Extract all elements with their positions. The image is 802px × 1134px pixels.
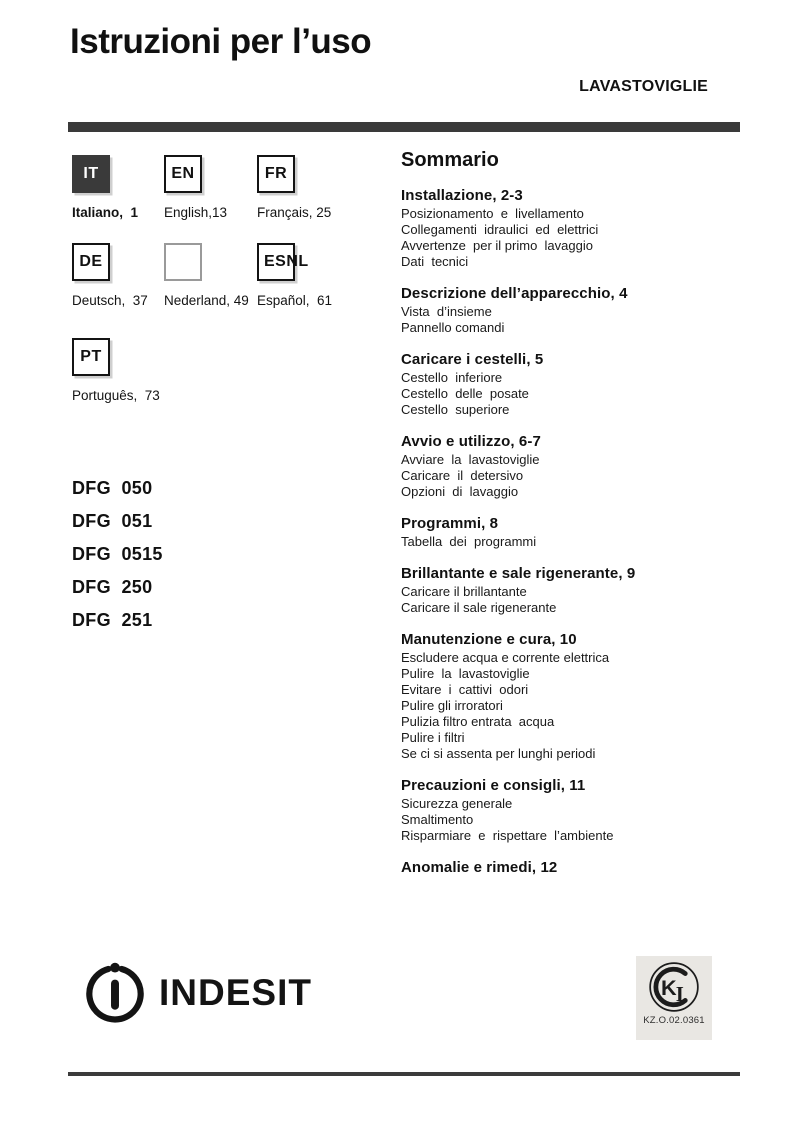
toc-item: Evitare i cattivi odori (401, 682, 529, 697)
toc-section (401, 284, 751, 336)
language-label: Español, 61 (257, 293, 333, 308)
indesit-circle-i-icon (84, 960, 146, 1024)
toc-sections (401, 186, 751, 877)
language-label: English,13 (164, 205, 228, 220)
language-EN (164, 155, 254, 220)
language-box-blank (164, 243, 202, 281)
toc-item: Collegamenti idraulici ed elettrici (401, 222, 599, 237)
toc-section (401, 858, 751, 877)
svg-text:I: I (675, 982, 684, 1006)
toc-section (401, 630, 751, 762)
toc-item: Pulizia filtro entrata acqua (401, 714, 555, 729)
appliance-type-label: LAVASTOVIGLIE (579, 78, 708, 95)
kz-cert-circle-icon (648, 961, 700, 1013)
toc-section-heading: Caricare i cestelli, 5 (401, 351, 544, 368)
toc-item: Sicurezza generale (401, 796, 513, 811)
toc-section-heading: Programmi, 8 (401, 515, 499, 532)
model-number: DFG 250 (72, 577, 153, 597)
toc-item: Smaltimento (401, 812, 474, 827)
cert-code: KZ.O.02.0361 (643, 1015, 705, 1026)
toc-item: Opzioni di lavaggio (401, 484, 519, 499)
table-of-contents (401, 148, 751, 891)
language-label: Português, 73 (72, 388, 160, 403)
language-label: Français, 25 (257, 205, 332, 220)
toc-section-heading: Installazione, 2-3 (401, 187, 523, 204)
toc-title: Sommario (401, 149, 499, 171)
toc-item: Pulire la lavastoviglie (401, 666, 530, 681)
toc-item: Caricare il detersivo (401, 468, 524, 483)
toc-section-heading: Brillantante e sale rigenerante, 9 (401, 565, 636, 582)
language-PT (72, 338, 162, 403)
page-title: Istruzioni per l’uso (70, 22, 372, 61)
language-DE (72, 243, 162, 308)
toc-section-heading: Manutenzione e cura, 10 (401, 631, 577, 648)
bottom-rule (68, 1072, 740, 1076)
language-label: Deutsch, 37 (72, 293, 148, 308)
language-box-DE: DE (72, 243, 110, 281)
toc-item: Posizionamento e livellamento (401, 206, 584, 221)
language-label: Nederland, 49 (164, 293, 249, 308)
toc-section (401, 564, 751, 616)
brand-wordmark: INDESIT (159, 972, 312, 1013)
model-number: DFG 050 (72, 478, 153, 498)
toc-item: Escludere acqua e corrente elettrica (401, 650, 610, 665)
toc-item: Pulire gli irroratori (401, 698, 503, 713)
brand-logo (84, 960, 312, 1024)
toc-item: Dati tecnici (401, 254, 469, 269)
svg-text:K: K (661, 974, 677, 1000)
toc-section (401, 514, 751, 550)
language-box-EN: EN (164, 155, 202, 193)
language-ESNL (257, 243, 347, 308)
toc-item: Risparmiare e rispettare l’ambiente (401, 828, 614, 843)
language-FR (257, 155, 347, 220)
toc-item: Avviare la lavastoviglie (401, 452, 540, 467)
language-box-ESNL: ESNL (257, 243, 295, 281)
toc-item: Cestello delle posate (401, 386, 529, 401)
toc-item: Pulire i filtri (401, 730, 465, 745)
certification-mark (636, 956, 712, 1040)
language-selector-grid (72, 155, 402, 415)
top-rule (68, 122, 740, 132)
toc-item: Caricare il brillantante (401, 584, 527, 599)
toc-item: Avvertenze per il primo lavaggio (401, 238, 593, 253)
model-number-list (72, 478, 163, 643)
language-IT (72, 155, 162, 220)
toc-section-heading: Descrizione dell’apparecchio, 4 (401, 285, 628, 302)
language-box-FR: FR (257, 155, 295, 193)
model-number: DFG 051 (72, 511, 153, 531)
toc-item: Se ci si assenta per lunghi periodi (401, 746, 596, 761)
toc-section (401, 776, 751, 844)
model-number: DFG 251 (72, 610, 153, 630)
toc-section-heading: Avvio e utilizzo, 6-7 (401, 433, 541, 450)
toc-section-heading: Precauzioni e consigli, 11 (401, 777, 586, 794)
toc-item: Cestello superiore (401, 402, 510, 417)
model-number: DFG 0515 (72, 544, 163, 564)
toc-item: Vista d’insieme (401, 304, 492, 319)
toc-section-heading: Anomalie e rimedi, 12 (401, 859, 558, 876)
language-box-PT: PT (72, 338, 110, 376)
toc-item: Cestello inferiore (401, 370, 503, 385)
toc-item: Tabella dei programmi (401, 534, 537, 549)
language-box-IT: IT (72, 155, 110, 193)
language-blank (164, 243, 254, 308)
toc-section (401, 432, 751, 500)
toc-item: Pannello comandi (401, 320, 505, 335)
toc-item: Caricare il sale rigenerante (401, 600, 557, 615)
toc-section (401, 186, 751, 270)
language-label: Italiano, 1 (72, 205, 139, 220)
toc-section (401, 350, 751, 418)
